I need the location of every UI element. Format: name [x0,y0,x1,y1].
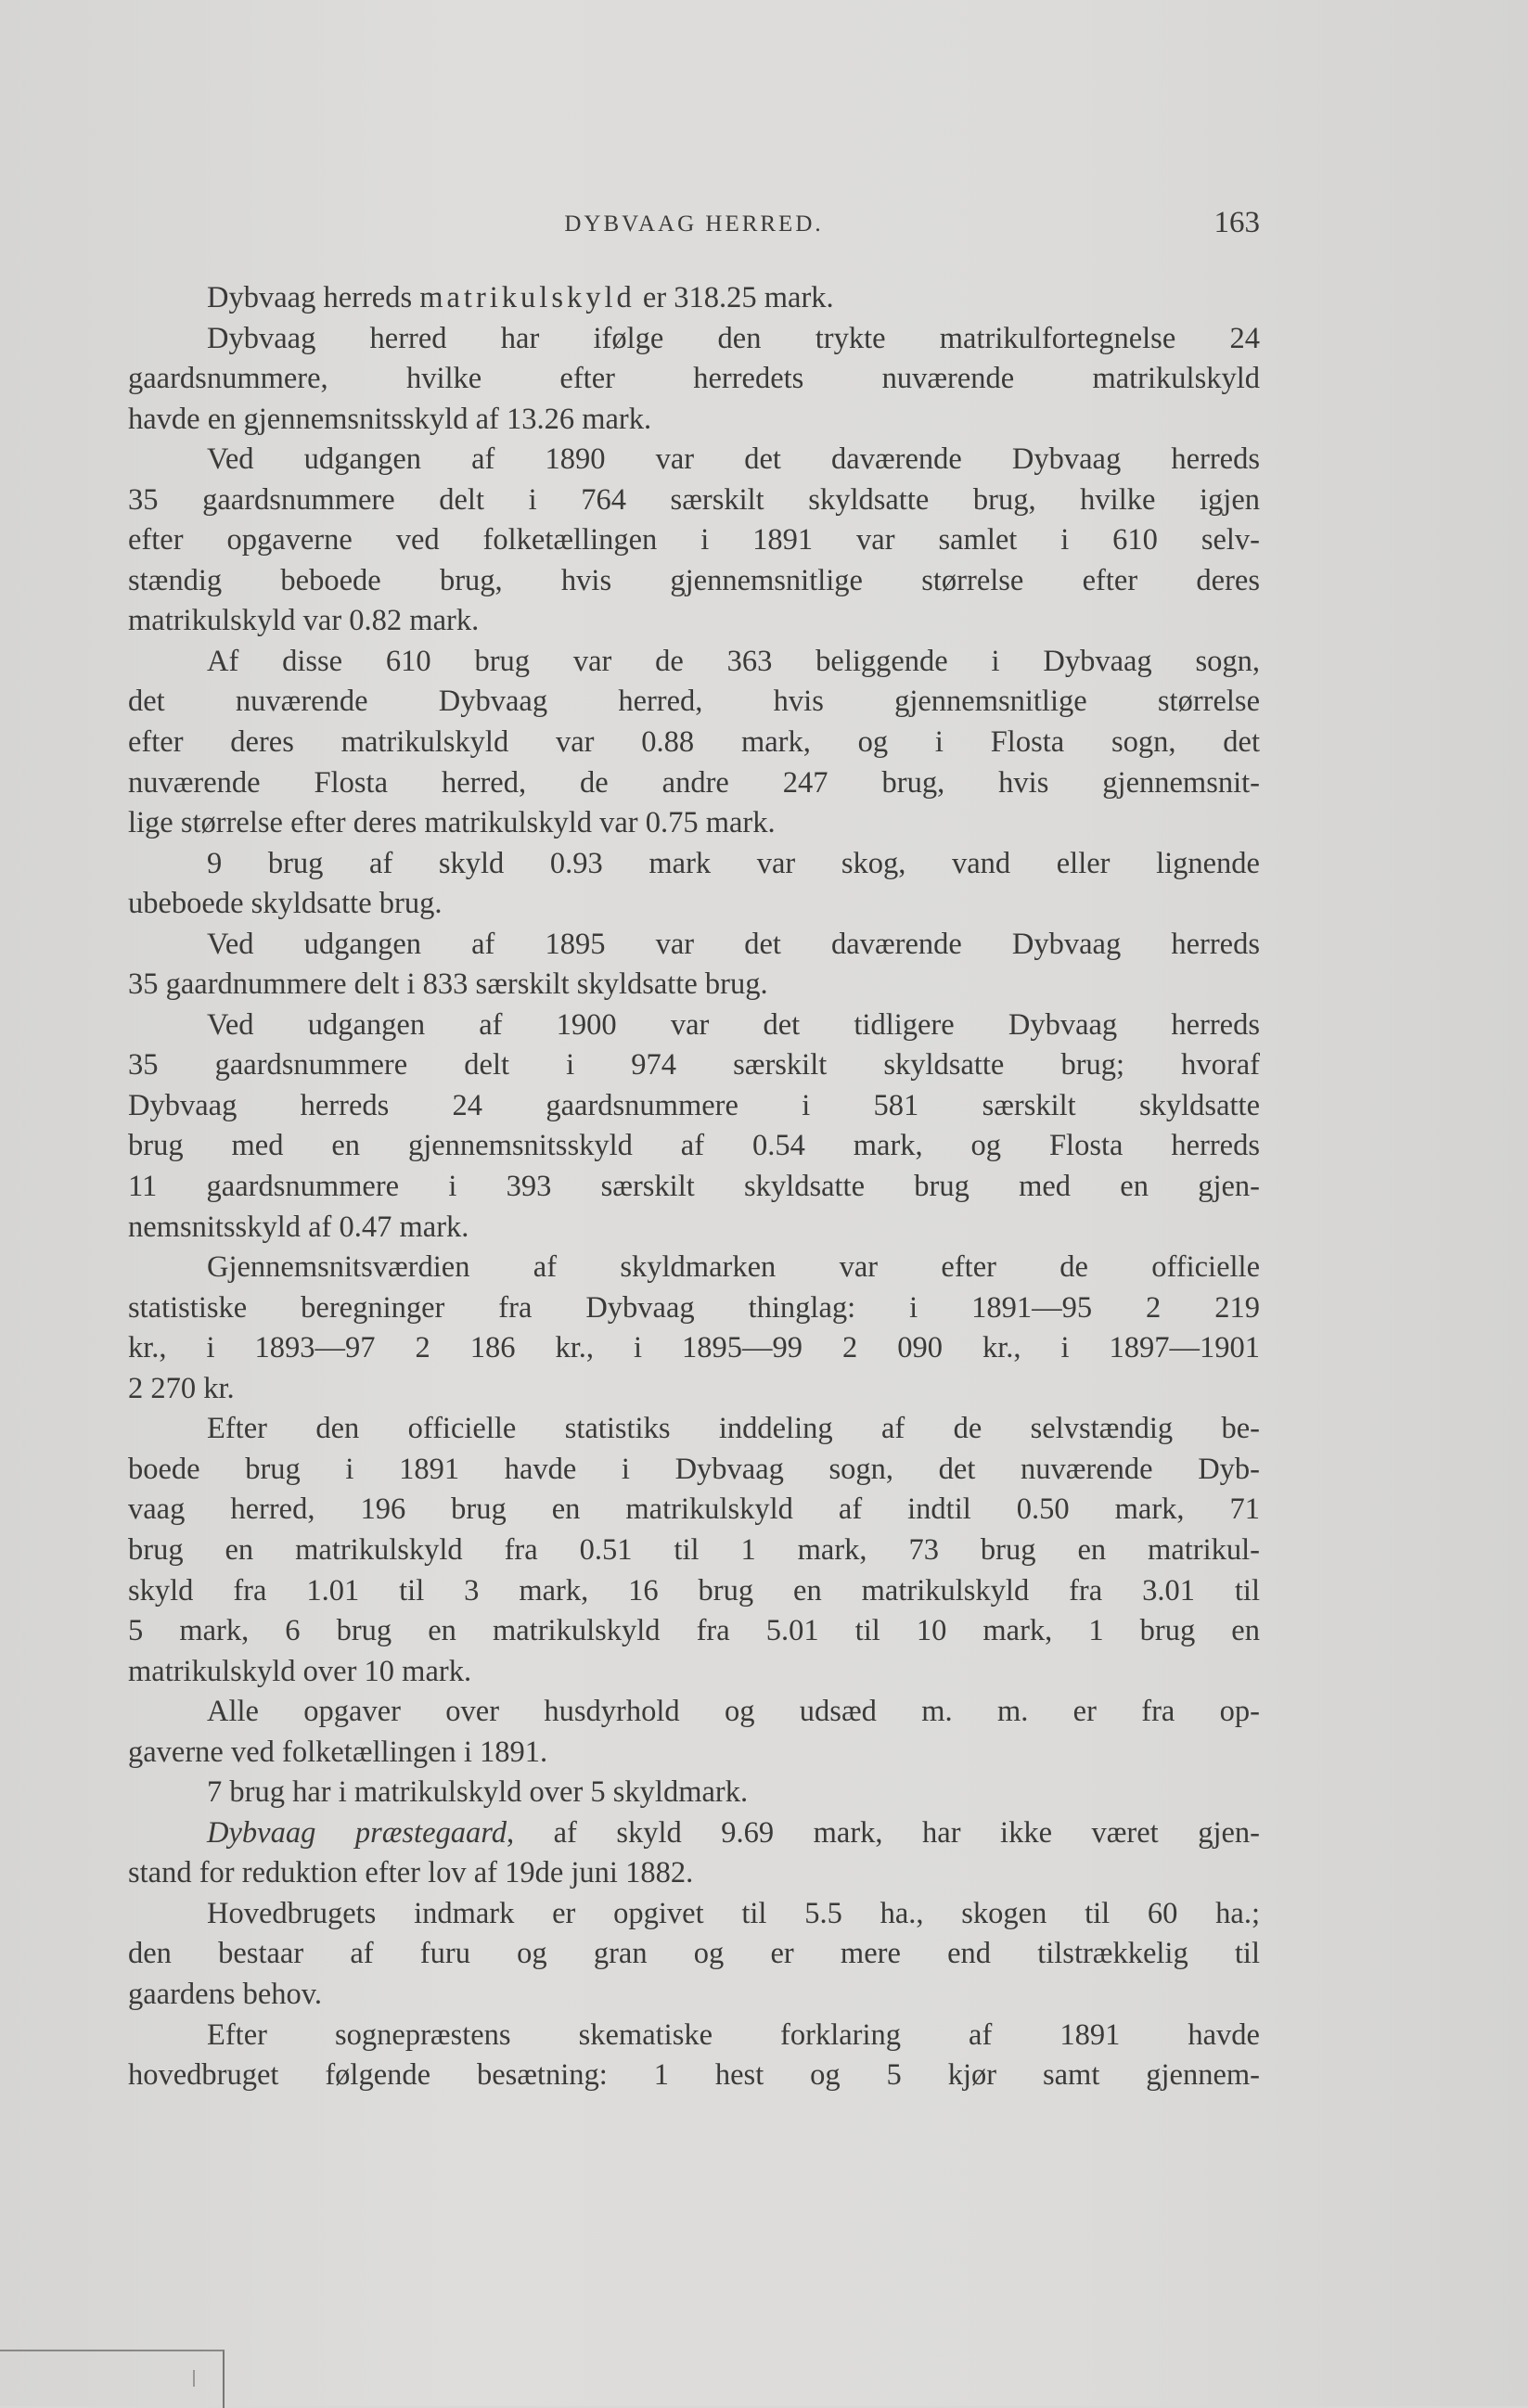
text-line [128,1248,1260,1288]
text-run: vaag herred, 196 brug en matrikulskyld af indtil 0.50 mark, 71 [128,1492,1260,1527]
text-line [128,1450,1260,1491]
text-run: , af skyld 9.69 mark, har ikke været gjen- [506,1815,1260,1850]
text-line [128,1208,1260,1249]
text-run: nemsnitsskyld af 0.47 mark. [128,1210,469,1244]
text-line [128,1531,1260,1571]
running-head: DYBVAAG HERRED. [564,211,824,237]
text-line [128,1652,1260,1693]
text-line [128,1975,1260,2016]
text-run: matrikulskyld var 0.82 mark. [128,604,480,638]
text-line [128,520,1260,561]
text-run: er 318.25 mark. [635,281,834,314]
text-line [128,2016,1260,2056]
text-run: Gjennemsnitsværdien af skyldmarken var efter de officielle [207,1250,1260,1285]
text-run: 5 mark, 6 brug en matrikulskyld fra 5.01 til 10 mark, 1 brug en [128,1614,1260,1648]
text-line [128,1571,1260,1612]
text-line [128,844,1260,885]
text-run: 2 270 kr. [128,1371,235,1405]
text-run: Ved udgangen af 1900 var det tidligere Dybvaag herreds [207,1007,1260,1042]
text-run: Af disse 610 brug var de 363 beliggende i Dybvaag sogn, [207,644,1260,678]
text-line [128,400,1260,441]
corner-rule [0,2350,225,2408]
text-line [128,1692,1260,1733]
text-line [128,1773,1260,1813]
text-line [128,763,1260,804]
text-line [128,1288,1260,1329]
page-number: 163 [1213,206,1260,239]
text-run: Dybvaag herreds [207,281,420,314]
text-line [128,803,1260,844]
text-run: boede brug i 1891 havde i Dybvaag sogn, det nuværende Dyb- [128,1452,1260,1486]
text-line [128,2056,1260,2096]
text-line [128,1328,1260,1369]
text-run: efter opgaverne ved folketællingen i 1891 var samlet i 610 selv- [128,523,1260,557]
text-run: 35 gaardnummere delt i 833 særskilt skyldsatte brug. [128,967,768,1002]
text-line [128,1611,1260,1652]
text-run: stændig beboede brug, hvis gjennemsnitlige størrelse efter deres [128,563,1260,597]
text-run: Efter den officielle statistiks inddeling af de selvstændig be- [207,1412,1260,1446]
text-run: Dybvaag herreds 24 gaardsnummere i 581 særskilt skyldsatte [128,1088,1260,1122]
text-run: 9 brug af skyld 0.93 mark var skog, vand eller lignende [207,846,1260,880]
text-run: Ved udgangen af 1890 var det daværende Dybvaag herreds [207,442,1260,477]
text-run: havde en gjennemsnitsskyld af 13.26 mark. [128,402,652,436]
page-header [128,206,1260,243]
text-run: hovedbruget følgende besætning: 1 hest og 5 kjør samt gjennem- [128,2058,1260,2093]
text-run: Dybvaag herred har ifølge den trykte matrikulfortegnelse 24 [207,321,1260,355]
spaced-text: matrikulskyld [419,281,636,314]
text-line [128,1045,1260,1086]
text-line [128,319,1260,360]
text-run: lige størrelse efter deres matrikulskyld var 0.75 mark. [128,806,776,840]
text-run: 35 gaardsnummere delt i 764 særskilt skyldsatte brug, hvilke igjen [128,482,1260,517]
text-line [128,884,1260,925]
text-run: gaardens behov. [128,1977,323,2011]
text-run: 7 brug har i matrikulskyld over 5 skyldmark. [207,1775,749,1810]
text-run: Ved udgangen af 1895 var det daværende Dybvaag herreds [207,927,1260,961]
text-line [128,480,1260,521]
text-line [128,561,1260,602]
text-run: stand for reduktion efter lov af 19de juni 1882. [128,1856,694,1890]
text-run: matrikulskyld over 10 mark. [128,1654,472,1688]
text-line [128,1894,1260,1935]
text-run: efter deres matrikulskyld var 0.88 mark, og i Flosta sogn, det [128,725,1260,760]
text-line [128,278,1260,319]
body-text [128,278,1260,2096]
text-run: Hovedbrugets indmark er opgivet til 5.5 ha., skogen til 60 ha.; [207,1896,1260,1930]
text-run: brug med en gjennemsnitsskyld af 0.54 mark, og Flosta herreds [128,1129,1260,1163]
text-line [128,1813,1260,1854]
text-line [128,1086,1260,1127]
text-line [128,1126,1260,1167]
text-line [128,359,1260,400]
text-run: gaardsnummere, hvilke efter herredets nuværende matrikulskyld [128,362,1260,396]
text-line [128,642,1260,683]
text-line [128,440,1260,480]
text-run: 11 gaardsnummere i 393 særskilt skyldsatte brug med en gjen- [128,1170,1260,1204]
text-line [128,682,1260,723]
text-run: brug en matrikulskyld fra 0.51 til 1 mark, 73 brug en matrikul- [128,1532,1260,1567]
text-line [128,1167,1260,1208]
text-line [128,1853,1260,1894]
text-run: den bestaar af furu og gran og er mere end tilstrækkelig til [128,1937,1260,1971]
corner-tick [193,2370,195,2387]
text-run: Efter sognepræstens skematiske forklaring af 1891 havde [207,2017,1260,2052]
text-run: gaverne ved folketællingen i 1891. [128,1735,548,1769]
text-run: Alle opgaver over husdyrhold og udsæd m. m. er fra op- [207,1695,1260,1729]
text-line [128,925,1260,966]
text-line [128,1409,1260,1450]
text-run: skyld fra 1.01 til 3 mark, 16 brug en matrikulskyld fra 3.01 til [128,1573,1260,1607]
italic-text: Dybvaag præstegaard [207,1815,507,1850]
text-run: nuværende Flosta herred, de andre 247 brug, hvis gjennemsnit- [128,765,1260,800]
text-line [128,723,1260,763]
text-run: statistiske beregninger fra Dybvaag thinglag: i 1891—95 2 219 [128,1290,1260,1325]
text-line [128,965,1260,1005]
text-line [128,1733,1260,1774]
text-line [128,601,1260,642]
text-line [128,1369,1260,1410]
text-line [128,1005,1260,1046]
text-run: ubeboede skyldsatte brug. [128,887,443,921]
text-run: det nuværende Dybvaag herred, hvis gjennemsnitlige størrelse [128,685,1260,719]
text-line [128,1490,1260,1531]
text-run: kr., i 1893—97 2 186 kr., i 1895—99 2 090 kr., i 1897—1901 [128,1331,1260,1365]
text-run: 35 gaardsnummere delt i 974 særskilt skyldsatte brug; hvoraf [128,1048,1260,1082]
text-line [128,1934,1260,1975]
